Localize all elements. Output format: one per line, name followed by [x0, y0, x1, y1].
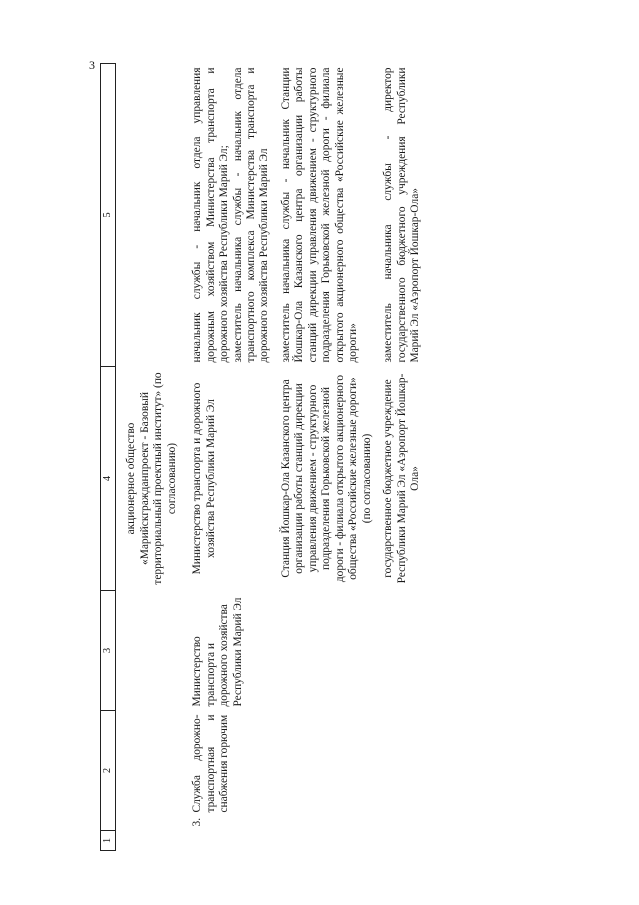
head-text: заместитель начальника службы - начальник отдела транспортного комплекса Министерства транспорта и дорожного хозяйства Республики Марий Эл [231, 67, 271, 363]
service-word-4: и [204, 714, 217, 721]
service-line-3: снабжения горючим [218, 714, 231, 813]
column-header-4: 4 [101, 367, 116, 591]
column-header-3: 3 [101, 591, 116, 711]
head-text: начальник службы - начальник отдела управления дорожным хозяйством Министерства транспорта и дорожного хозяйства Республики Марий Эл; [191, 67, 231, 363]
service-word-3: транспортная [204, 746, 217, 813]
org-cell: Министерство транспорта и дорожного хозяйства Республики Марий Эл [191, 382, 217, 575]
column-header-1: 1 [101, 831, 116, 851]
org-cell: Станция Йошкар-Ола Казанского центра организации работы станций дирекции управления движением - структурного подразделения Горьковской железной дороги - филиала открытого акционерного общества «Российские железные дороги» (по согласованию) [279, 374, 373, 583]
heads-cell [189, 64, 272, 367]
org-cell: государственное бюджетное учреждение Республики Марий Эл «Аэропорт Йошкар-Ола» [382, 373, 421, 584]
heads-cell: заместитель начальника службы - директор государственного бюджетного учреждения Республики Марий Эл «Аэропорт Йошкар-Ола» [382, 67, 421, 363]
column-number-row [101, 64, 116, 851]
table-row-railway [278, 64, 374, 851]
responsible-cell: Министерство транспорта и дорожного хозяйства Республики Марий Эл [191, 597, 244, 707]
service-word-2: дорожно- [191, 714, 204, 761]
service-cell [189, 711, 272, 831]
table-row-airport [380, 64, 422, 851]
page-number: 3 [89, 58, 95, 72]
table-row-service-3 [189, 64, 272, 851]
service-word-1: Служба [191, 775, 204, 813]
row-number: 3. [191, 817, 204, 827]
column-header-5: 5 [101, 64, 116, 367]
org-cell: акционерное общество «Марийскгражданпроект - Базовый территориальный проектный институт» (по согласованию) [125, 372, 178, 585]
column-header-2: 2 [101, 711, 116, 831]
rotated-table-wrapper [100, 64, 576, 851]
table-row-continued [116, 64, 189, 851]
heads-cell: заместитель начальника службы - начальник Станции Йошкар-Ола Казанского центра организации работы станций дирекции управления движением - структурного подразделения Горьковской железной дороги - филиала открытого акционерного общества «Российские железные дороги» [279, 67, 360, 363]
services-table [100, 63, 422, 851]
